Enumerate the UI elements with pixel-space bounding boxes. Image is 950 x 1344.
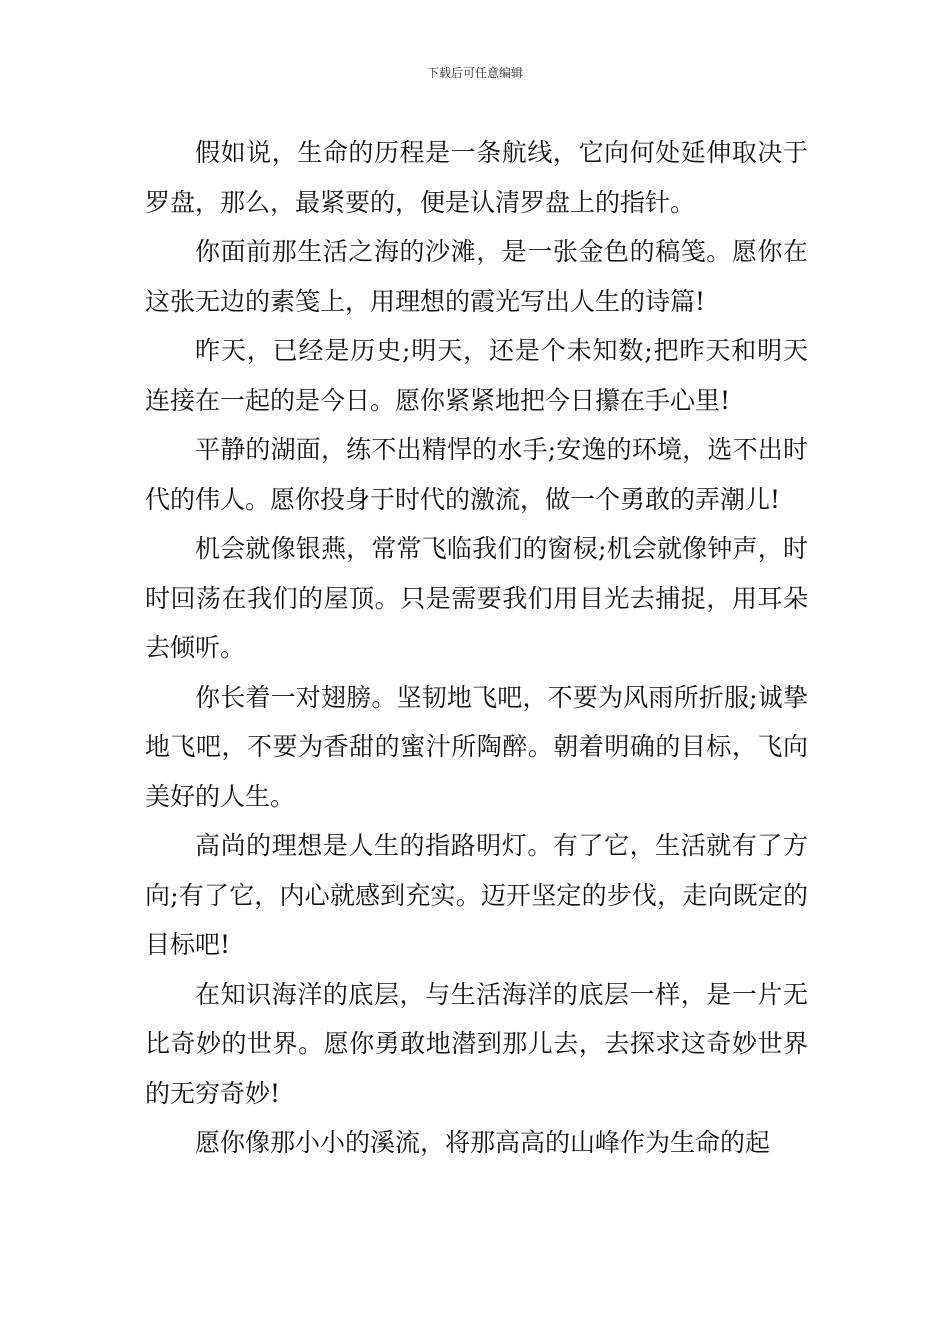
paragraph-3: 昨天，已经是历史;明天，还是个未知数;把昨天和明天连接在一起的是今日。愿你紧紧地把今日攥在手心里! [145, 336, 808, 415]
paragraph-7: 高尚的理想是人生的指路明灯。有了它，生活就有了方向;有了它，内心就感到充实。迈开坚定的步伐，走向既定的目标吧! [145, 831, 808, 959]
paragraph-2: 你面前那生活之海的沙滩，是一张金色的稿笺。愿你在这张无边的素笺上，用理想的霞光写出人生的诗篇! [145, 237, 808, 316]
paragraph-5: 机会就像银燕，常常飞临我们的窗棂;机会就像钟声，时时回荡在我们的屋顶。只是需要我们用目光去捕捉，用耳朵去倾听。 [145, 534, 808, 662]
page-header: 下载后可任意编辑 [426, 66, 523, 80]
paragraph-1: 假如说，生命的历程是一条航线，它向何处延伸取决于罗盘，那么，最紧要的，便是认清罗盘上的指针。 [145, 138, 808, 217]
document-body [145, 128, 808, 1168]
paragraph-8: 在知识海洋的底层，与生活海洋的底层一样，是一片无比奇妙的世界。愿你勇敢地潜到那儿去，去探求这奇妙世界的无穷奇妙! [145, 979, 808, 1108]
paragraph-4: 平静的湖面，练不出精悍的水手;安逸的环境，选不出时代的伟人。愿你投身于时代的激流，做一个勇敢的弄潮儿! [145, 435, 808, 514]
paragraph-9: 愿你像那小小的溪流，将那高高的山峰作为生命的起 [195, 1128, 771, 1157]
paragraph-6: 你长着一对翅膀。坚韧地飞吧，不要为风雨所折服;诚挚地飞吧，不要为香甜的蜜汁所陶醉。朝着明确的目标，飞向美好的人生。 [145, 682, 808, 811]
